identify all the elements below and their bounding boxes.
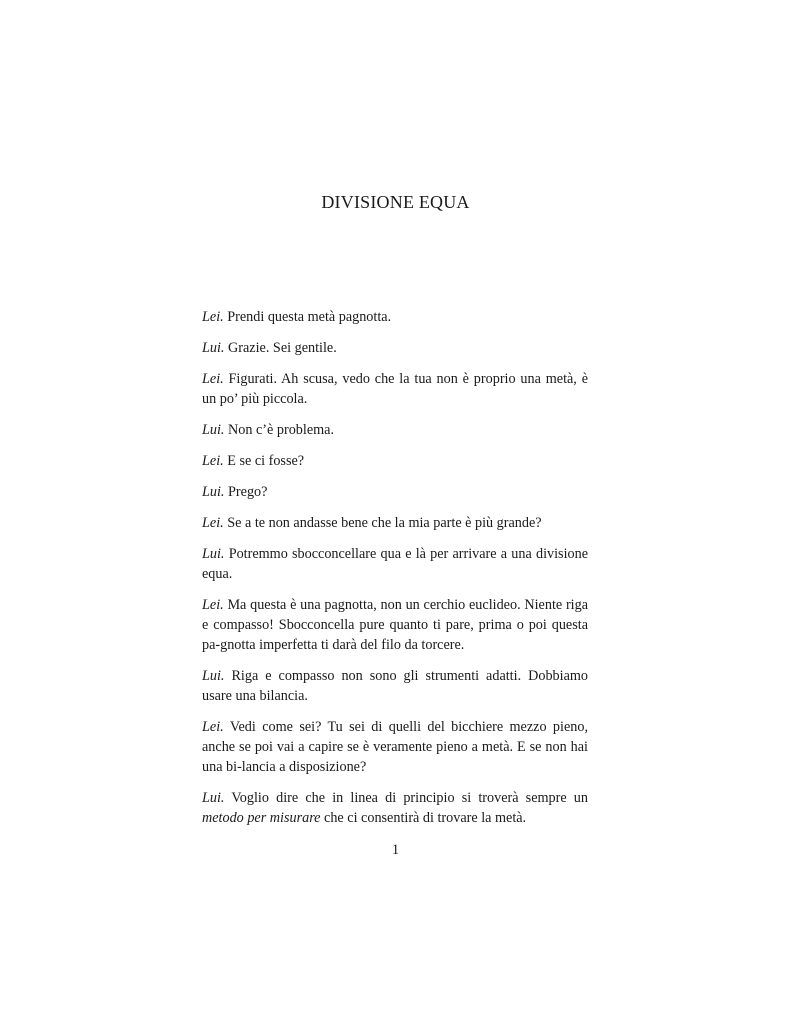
dialogue-line	[202, 513, 588, 533]
dialogue-line	[202, 595, 588, 655]
line-text: che ci consentirà di trovare la metà.	[320, 810, 527, 826]
speaker-label: Lei.	[202, 719, 224, 735]
line-text: Ma questa è una pagnotta, non un cerchio euclideo. Niente riga e compasso! Sbocconcella pure quanto ti pare, prima o poi questa pa-gnotta imperfetta ti darà del filo da torcere.	[202, 597, 588, 653]
line-text: Figurati. Ah scusa, vedo che la tua non è proprio una metà, è un po’ più piccola.	[202, 371, 588, 407]
speaker-label: Lei.	[202, 453, 224, 469]
dialogue-line	[202, 666, 588, 706]
speaker-label: Lei.	[202, 515, 224, 531]
dialogue-line	[202, 369, 588, 409]
line-text: Vedi come sei? Tu sei di quelli del bicchiere mezzo pieno, anche se poi vai a capire se è veramente pieno a metà. E se non hai una bi-lancia a disposizione?	[202, 719, 588, 775]
speaker-label: Lui.	[202, 484, 225, 500]
speaker-label: Lei.	[202, 371, 224, 387]
speaker-label: Lui.	[202, 422, 225, 438]
line-text: Grazie. Sei gentile.	[224, 340, 337, 356]
dialogue-body	[202, 307, 588, 839]
line-text: Prendi questa metà pagnotta.	[223, 309, 392, 325]
line-text: Non c’è problema.	[224, 422, 335, 438]
speaker-label: Lui.	[202, 546, 225, 562]
line-text: Se a te non andasse bene che la mia parte è più grande?	[223, 515, 542, 531]
emphasis-text: metodo per misurare	[202, 810, 321, 826]
speaker-label: Lui.	[202, 790, 225, 806]
dialogue-line	[202, 420, 588, 440]
line-text: Prego?	[224, 484, 268, 500]
dialogue-line	[202, 451, 588, 471]
speaker-label: Lui.	[202, 668, 225, 684]
dialogue-line	[202, 307, 588, 327]
speaker-label: Lei.	[202, 309, 224, 325]
line-text: Voglio dire che in linea di principio si troverà sempre un	[224, 790, 588, 806]
dialogue-line	[202, 338, 588, 358]
dialogue-line	[202, 482, 588, 502]
speaker-label: Lui.	[202, 340, 225, 356]
speaker-label: Lei.	[202, 597, 224, 613]
dialogue-line	[202, 717, 588, 777]
dialogue-line	[202, 788, 588, 828]
line-text: Riga e compasso non sono gli strumenti adatti. Dobbiamo usare una bilancia.	[202, 668, 588, 704]
line-text: Potremmo sbocconcellare qua e là per arrivare a una divisione equa.	[202, 546, 588, 582]
line-text: E se ci fosse?	[223, 453, 305, 469]
page-number: 1	[391, 842, 400, 858]
dialogue-line	[202, 544, 588, 584]
page-title: DIVISIONE EQUA	[321, 192, 470, 212]
